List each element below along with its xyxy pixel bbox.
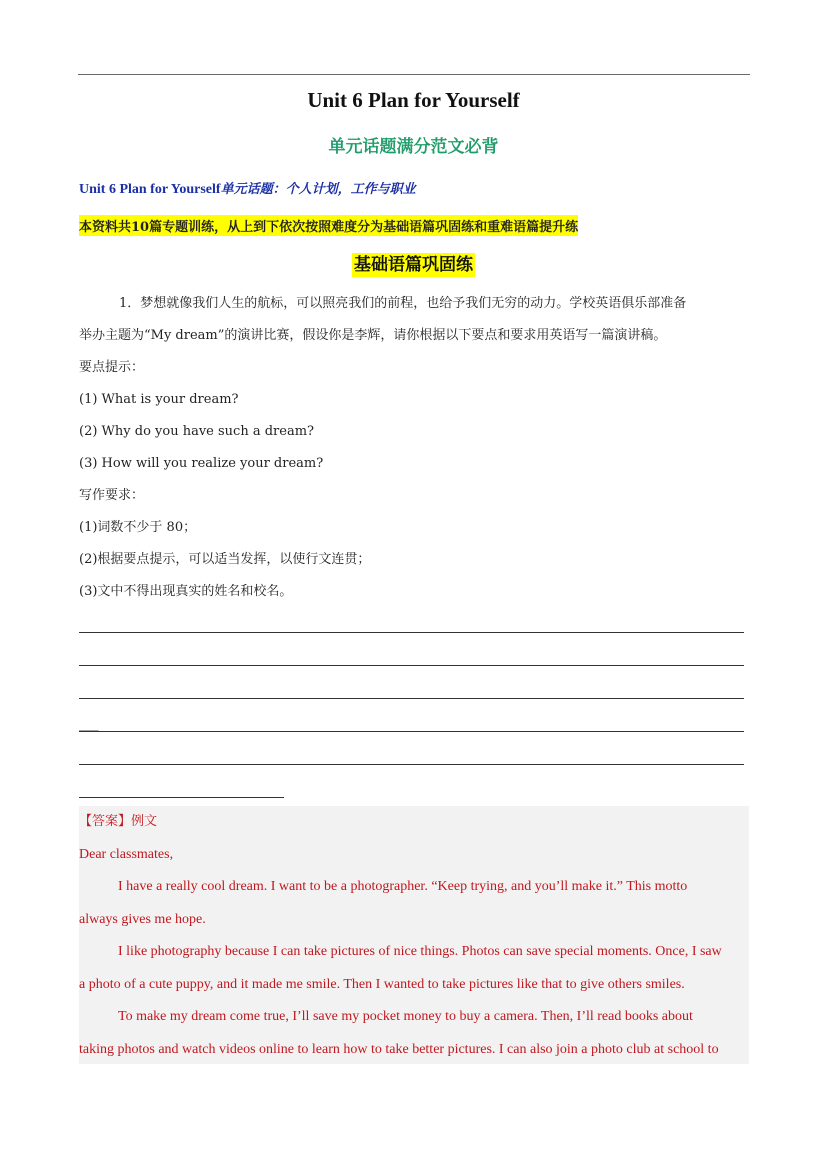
- prompt-line: 1．梦想就像我们人生的航标，可以照亮我们的前程，也给予我们无穷的动力。学校英语俱乐部准备: [119, 296, 687, 311]
- answer-line: I like photography because I can take pictures of nice things. Photos can save special moments. Once, I saw: [118, 944, 722, 959]
- writing-line: [79, 731, 744, 732]
- answer-label-text: 【答案】例文: [79, 814, 158, 829]
- writing-line: [79, 797, 284, 798]
- requirements-label: 写作要求：: [79, 488, 145, 503]
- line-mark: ___: [79, 717, 99, 732]
- requirement-item: (3)文中不得出现真实的姓名和校名。: [79, 584, 293, 599]
- writing-line: [79, 632, 744, 633]
- answer-line: a photo of a cute puppy, and it made me smile. Then I wanted to take pictures like that to give others smiles.: [79, 976, 685, 992]
- writing-line: [79, 698, 744, 699]
- unit-topic-cn: 单元话题：个人计划，工作与职业: [220, 182, 416, 197]
- header-rule: [78, 74, 750, 75]
- section-heading: [0, 250, 827, 275]
- page-subtitle: 单元话题满分范文必背: [328, 137, 499, 157]
- answer-section: [79, 806, 749, 1064]
- requirement-item: (2)根据要点提示，可以适当发挥，以使行文连贯；: [79, 552, 371, 567]
- answer-line: I have a really cool dream. I want to be a photographer. “Keep trying, and you’ll make it.” This motto: [118, 879, 688, 894]
- answer-line: To make my dream come true, I’ll save my pocket money to buy a camera. Then, I’ll read books about: [118, 1009, 693, 1024]
- unit-topic-en: Unit 6 Plan for Yourself: [79, 182, 221, 197]
- requirement-item: (1)词数不少于 80；: [79, 520, 197, 535]
- answer-line: always gives me hope.: [79, 911, 206, 927]
- answer-label: [79, 806, 749, 839]
- answer-line: taking photos and watch videos online to learn how to take better pictures. I can also join a photo club at school to: [79, 1041, 719, 1057]
- writing-line: [79, 665, 744, 666]
- notice-banner: 本资料共10篇专题训练，从上到下依次按照难度分为基础语篇巩固练和重难语篇提升练: [79, 215, 578, 236]
- unit-topic: [79, 178, 416, 198]
- point-item: (3) How will you realize your dream?: [79, 456, 324, 471]
- answer-greeting: Dear classmates,: [79, 846, 174, 862]
- points-label: 要点提示：: [79, 360, 145, 375]
- point-item: (1) What is your dream?: [79, 392, 239, 407]
- page-title: Unit 6 Plan for Yourself: [307, 88, 520, 112]
- prompt-line: 举办主题为“My dream”的演讲比赛，假设你是李辉，请你根据以下要点和要求用英语写一篇演讲稿。: [79, 328, 667, 343]
- task-prompt: [79, 288, 749, 608]
- point-item: (2) Why do you have such a dream?: [79, 424, 314, 439]
- writing-line: [79, 764, 744, 765]
- section-heading-text: 基础语篇巩固练: [354, 255, 473, 275]
